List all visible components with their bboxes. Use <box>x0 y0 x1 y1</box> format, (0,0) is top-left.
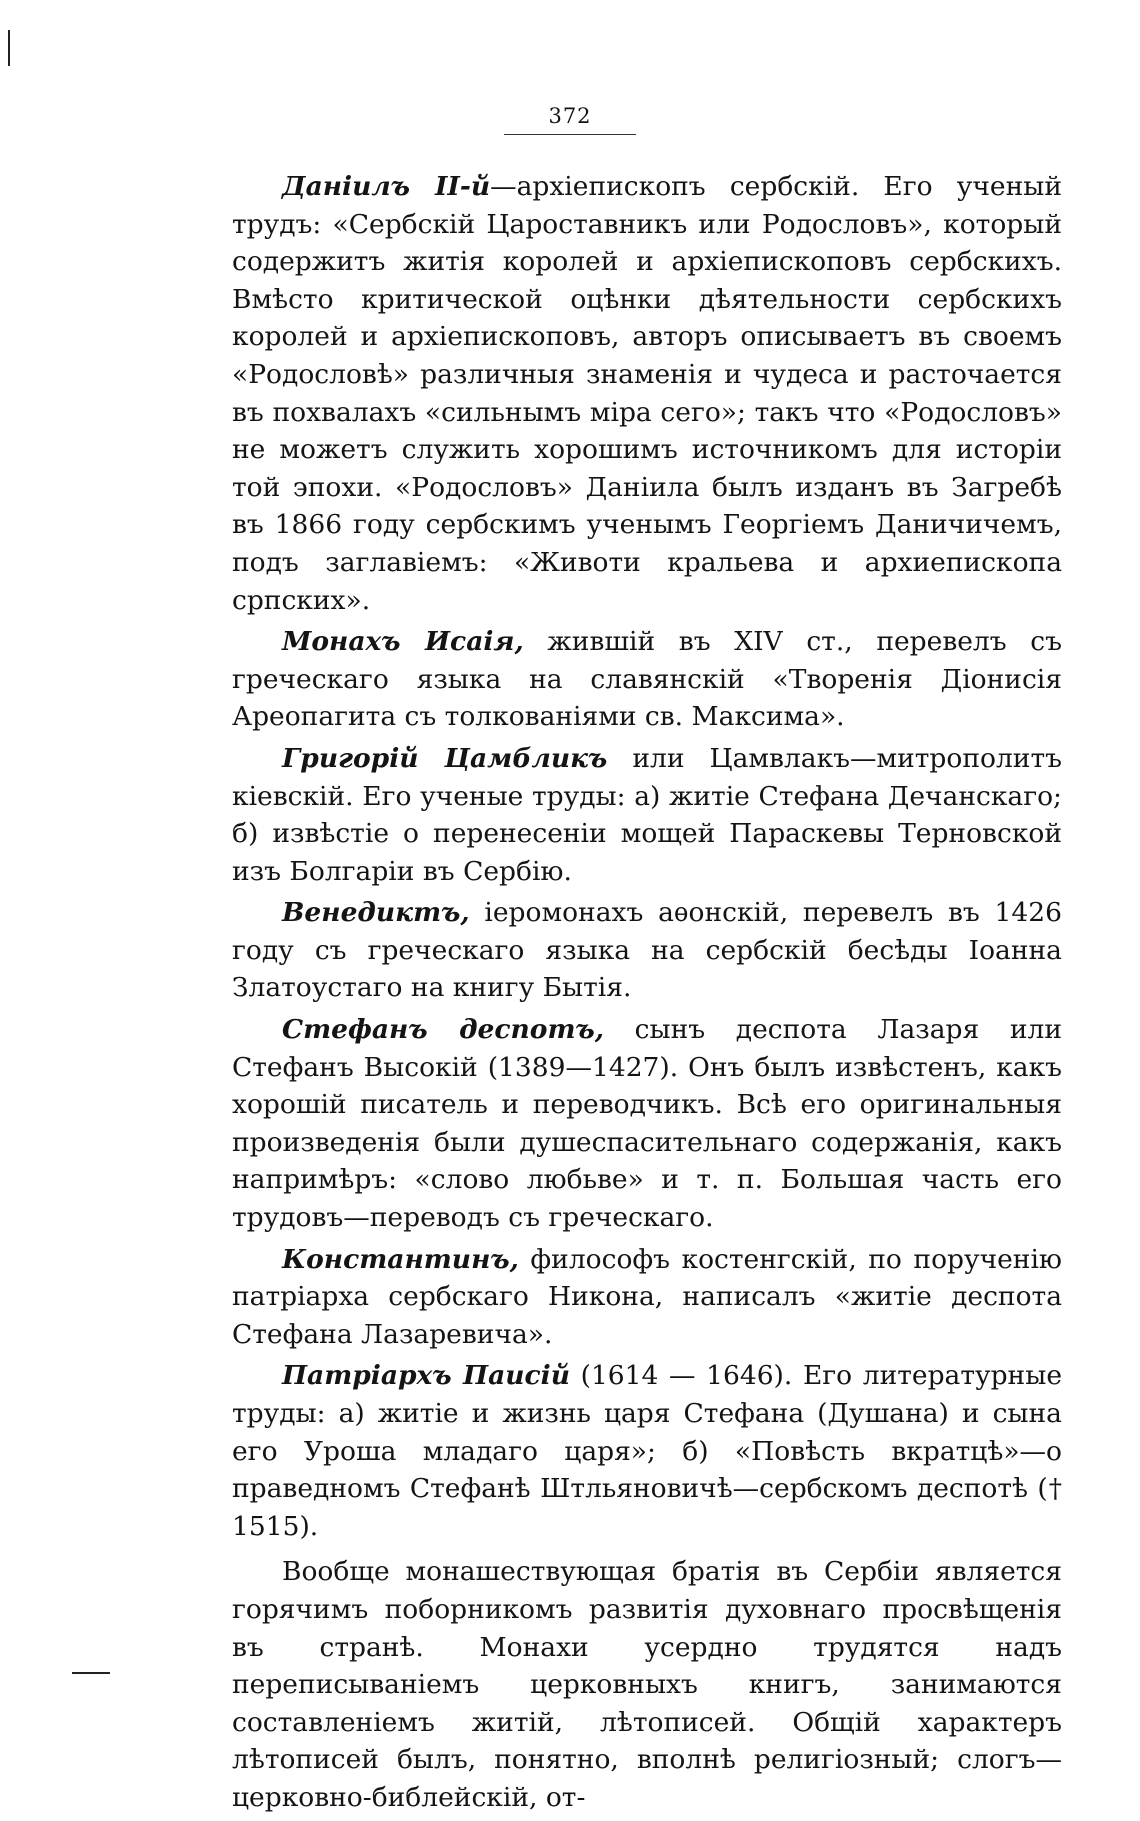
paragraph-daniil <box>232 168 1062 619</box>
paragraph-konstantin <box>232 1241 1062 1354</box>
entry-text: (1614 — 1646). Его литературные труды: а) житiе и жизнь царя Стефана (Душана) и сына его Уроша младаго царя»; б) «Повѣсть вкратцѣ»—о праведномъ Стефанѣ Штльяновичѣ—сербскомъ деспотѣ († 1515). <box>232 1360 1062 1542</box>
entry-text: или Цамвлакъ—митрополитъ кiевскiй. Его ученые труды: а) житiе Стефана Дечанскаго; б) извѣстiе о перенесенiи мощей Параскевы Терновской изъ Болгарiи въ Сербiю. <box>232 742 1062 887</box>
entry-text: —архiепископъ сербскiй. Его ученый трудъ: «Сербскiй Цароставникъ или Родословъ», который содержитъ житiя королей и архiепископовъ сербскихъ. Вмѣсто критической оцѣнки дѣятельности сербскихъ королей и архiепископовъ, авторъ описываетъ въ своемъ «Родословѣ» различныя знаменiя и чудеса и расточается въ похвалахъ «сильнымъ мiра сего»; такъ что «Родословъ» не можетъ служить хорошимъ источникомъ для исторiи той эпохи. «Родословъ» Данiила былъ изданъ въ Загребѣ въ 1866 году сербскимъ ученымъ Георгiемъ Даничичемъ, подъ заглавiемъ: «Животи кральева и архиепископа српских». <box>232 171 1062 616</box>
entry-name: Данiилъ II-й <box>282 171 491 202</box>
entry-name: Григорiй Цамбликъ <box>282 742 608 774</box>
paragraph-stefan <box>232 1011 1062 1237</box>
page-header <box>0 104 1140 135</box>
entry-name: Стефанъ деспотъ, <box>282 1014 604 1046</box>
entry-text: iеромонахъ аѳонскiй, перевелъ въ 1426 году съ греческаго языка на сербскiй бесѣды Iоанна Златоустаго на книгу Бытiя. <box>232 897 1062 1004</box>
paragraph-grigoriy <box>232 740 1062 890</box>
body-text <box>232 168 1062 1821</box>
entry-text: философъ костенгскiй, по порученiю патрiарха сербскаго Никона, написалъ «житiе деспота Стефана Лазаревича». <box>232 1243 1062 1350</box>
paragraph-isaiah <box>232 623 1062 736</box>
margin-mark-left <box>8 30 10 66</box>
paragraph-venedikt <box>232 894 1062 1007</box>
paragraph-paisiy <box>232 1357 1062 1545</box>
entry-text: сынъ деспота Лазаря или Стефанъ Высокiй (1389—1427). Онъ былъ извѣстенъ, какъ хорошiй писатель и переводчикъ. Всѣ его оригинальныя произведенiя были душеспасительнаго содержанiя, какъ напримѣръ: «слово любьве» и т. п. Большая часть его трудовъ—переводъ съ греческаго. <box>232 1014 1062 1234</box>
entry-text: Вообще монашествующая братiя въ Сербiи является горячимъ поборникомъ развитiя духовнаго просвѣщенiя въ странѣ. Монахи усердно трудятся надъ переписыванiемъ церковныхъ книгъ, занимаются составленiемъ житiй, лѣтописей. Общiй характеръ лѣтописей былъ, понятно, вполнѣ религiозный; слогъ—церковно-библейскiй, от- <box>232 1556 1062 1813</box>
entry-name: Венедиктъ, <box>282 897 470 929</box>
entry-name: Константинъ, <box>282 1243 519 1275</box>
paragraph-monks <box>232 1553 1062 1816</box>
entry-name: Монахъ Исаiя, <box>282 626 524 658</box>
margin-mark-bottom <box>72 1672 110 1674</box>
page-number: 372 <box>504 104 635 135</box>
entry-name: Патрiархъ Паисiй <box>282 1360 570 1392</box>
entry-text: жившiй въ XIV ст., перевелъ съ греческаго языка на славянскiй «Творенiя Дiонисiя Ареопагита съ толкованiями св. Максима». <box>232 626 1062 733</box>
